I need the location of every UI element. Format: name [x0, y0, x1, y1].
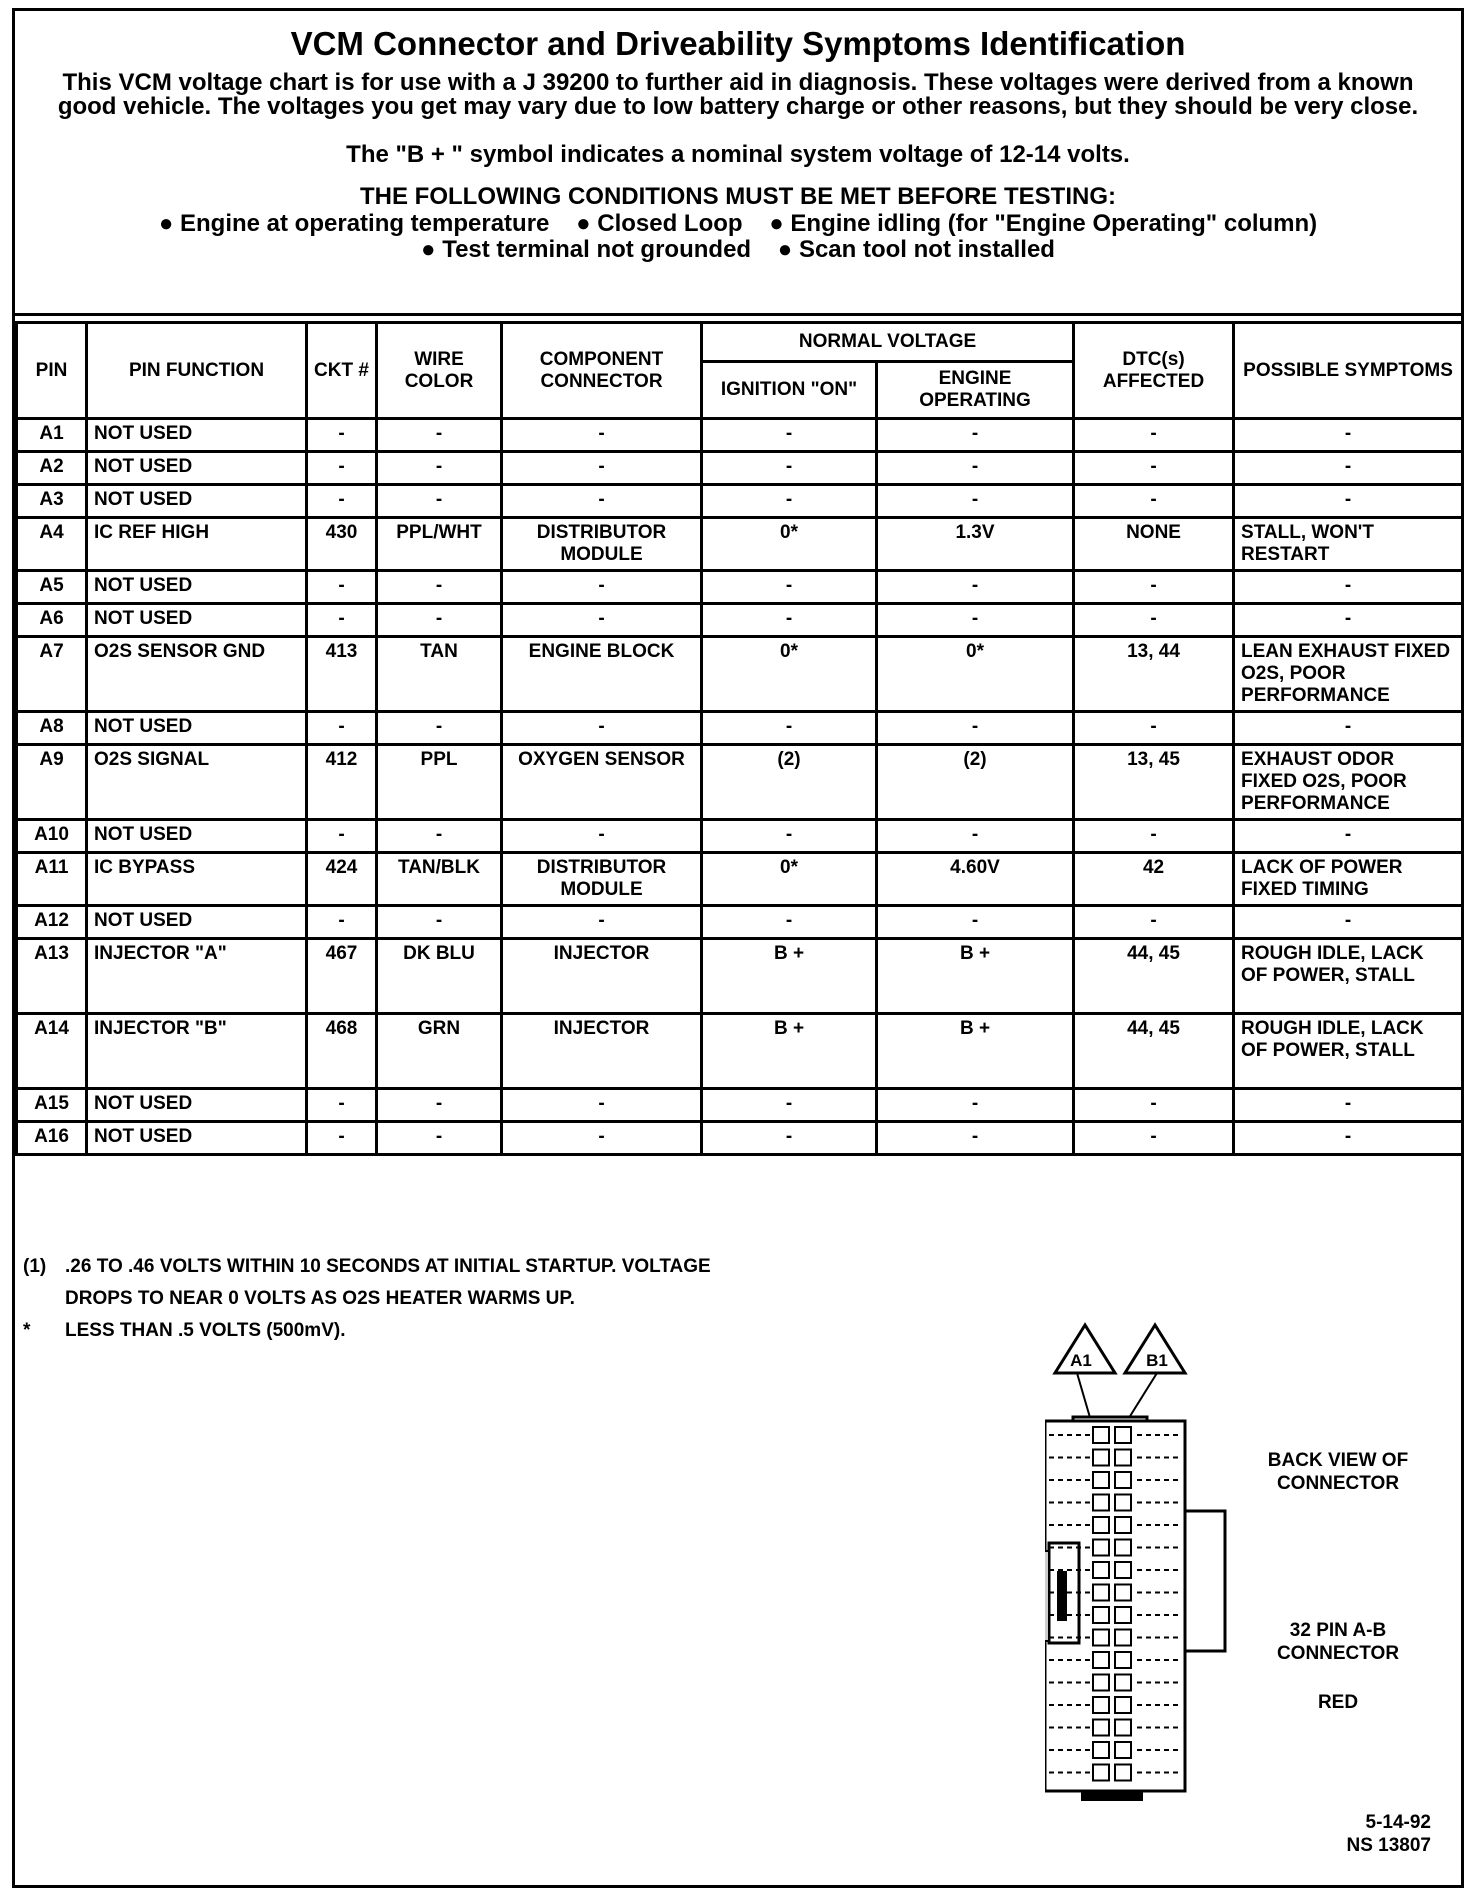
connector-foot: [1081, 1791, 1143, 1801]
engine-cell: -: [877, 571, 1074, 604]
wire-cell: -: [377, 712, 502, 745]
ckt-cell: -: [307, 604, 377, 637]
ckt-cell: -: [307, 712, 377, 745]
wire-cell: -: [377, 419, 502, 452]
engine-cell: -: [877, 1089, 1074, 1122]
ckt-cell: -: [307, 419, 377, 452]
color-label: RED: [1317, 1692, 1359, 1713]
wire-cell: -: [377, 1089, 502, 1122]
table-row: [17, 571, 1463, 604]
intro-text: This VCM voltage chart is for use with a J 39200 to further aid in diagnosis. These voltages were derived from a known good vehicle. The voltages you get may vary due to low battery charge or other reasons, but they should be very close.: [57, 69, 1419, 120]
pin-cell: A7: [17, 637, 87, 712]
engine-cell: (2): [877, 745, 1074, 820]
ignition-cell: -: [702, 820, 877, 853]
ignition-cell: 0*: [702, 853, 877, 906]
pin-cell: A8: [17, 712, 87, 745]
dtc-cell: -: [1074, 1122, 1234, 1155]
component-cell: -: [502, 1089, 702, 1122]
ckt-cell: -: [307, 452, 377, 485]
ckt-cell: 412: [307, 745, 377, 820]
conditions-title: THE FOLLOWING CONDITIONS MUST BE MET BEFORE TESTING:: [360, 183, 1116, 210]
table-body: [17, 419, 1463, 1155]
wire-cell: -: [377, 571, 502, 604]
connector-pin: [1115, 1450, 1131, 1466]
engine-cell: -: [877, 419, 1074, 452]
connector-diagram: [1045, 1321, 1465, 1801]
connector-pin: [1115, 1675, 1131, 1691]
function-cell: IC BYPASS: [87, 853, 307, 906]
dtc-cell: -: [1074, 820, 1234, 853]
condition-item: ● Test terminal not grounded: [421, 236, 752, 263]
symptoms-cell: STALL, WON'T RESTART: [1234, 518, 1463, 571]
component-cell: -: [502, 571, 702, 604]
symptoms-cell: -: [1234, 485, 1463, 518]
function-cell: NOT USED: [87, 1089, 307, 1122]
wire-cell: PPL/WHT: [377, 518, 502, 571]
pin-cell: A14: [17, 1014, 87, 1089]
dtc-cell: 42: [1074, 853, 1234, 906]
function-cell: NOT USED: [87, 820, 307, 853]
dtc-cell: NONE: [1074, 518, 1234, 571]
connector-pin: [1115, 1697, 1131, 1713]
ckt-cell: -: [307, 906, 377, 939]
ckt-cell: 413: [307, 637, 377, 712]
pin-cell: A9: [17, 745, 87, 820]
condition-item: ● Engine at operating temperature: [158, 210, 550, 237]
function-cell: INJECTOR "B": [87, 1014, 307, 1089]
header-wire-color: WIRE COLOR: [377, 323, 502, 419]
header-pin-function: PIN FUNCTION: [87, 323, 307, 419]
page-frame: [12, 8, 1464, 1888]
engine-cell: -: [877, 485, 1074, 518]
connector-pin: [1093, 1720, 1109, 1736]
dtc-cell: -: [1074, 906, 1234, 939]
connector-pin: [1115, 1720, 1131, 1736]
page-title: VCM Connector and Driveability Symptoms Identification: [290, 25, 1186, 62]
wire-cell: DK BLU: [377, 939, 502, 1014]
component-cell: -: [502, 712, 702, 745]
dtc-cell: -: [1074, 419, 1234, 452]
ckt-cell: -: [307, 571, 377, 604]
wire-cell: PPL: [377, 745, 502, 820]
component-cell: -: [502, 419, 702, 452]
function-cell: NOT USED: [87, 419, 307, 452]
symptoms-cell: -: [1234, 712, 1463, 745]
pin-cell: A3: [17, 485, 87, 518]
ckt-cell: 430: [307, 518, 377, 571]
condition-item: ● Closed Loop: [576, 210, 743, 237]
connector-pin: [1115, 1765, 1131, 1781]
symptoms-cell: EXHAUST ODOR FIXED O2S, POOR PERFORMANCE: [1234, 745, 1463, 820]
ignition-cell: -: [702, 1089, 877, 1122]
ckt-cell: 424: [307, 853, 377, 906]
function-cell: INJECTOR "A": [87, 939, 307, 1014]
ckt-cell: -: [307, 820, 377, 853]
function-cell: NOT USED: [87, 604, 307, 637]
table-row: [17, 906, 1463, 939]
ignition-cell: -: [702, 604, 877, 637]
pin-cell: A13: [17, 939, 87, 1014]
wire-cell: TAN/BLK: [377, 853, 502, 906]
a1-label: A1: [1070, 1351, 1092, 1370]
header-component-connector: COMPONENT CONNECTOR: [502, 323, 702, 419]
pin-cell: A4: [17, 518, 87, 571]
engine-cell: 4.60V: [877, 853, 1074, 906]
component-cell: DISTRIBUTOR MODULE: [502, 518, 702, 571]
table-row: [17, 712, 1463, 745]
wire-cell: -: [377, 452, 502, 485]
symptoms-cell: ROUGH IDLE, LACK OF POWER, STALL: [1234, 1014, 1463, 1089]
connector-pin: [1115, 1540, 1131, 1556]
wire-cell: -: [377, 604, 502, 637]
ignition-cell: -: [702, 1122, 877, 1155]
symptoms-cell: -: [1234, 419, 1463, 452]
header-pin: PIN: [17, 323, 87, 419]
connector-latch: [1185, 1511, 1225, 1651]
pin-cell: A5: [17, 571, 87, 604]
table-row: [17, 1122, 1463, 1155]
component-cell: ENGINE BLOCK: [502, 637, 702, 712]
back-view-label: BACK VIEW OF CONNECTOR: [1267, 1450, 1409, 1494]
function-cell: O2S SIGNAL: [87, 745, 307, 820]
function-cell: NOT USED: [87, 571, 307, 604]
header-normal-voltage: NORMAL VOLTAGE: [702, 323, 1074, 362]
table-row: [17, 1014, 1463, 1089]
table-row: [17, 452, 1463, 485]
wire-cell: -: [377, 906, 502, 939]
component-cell: INJECTOR: [502, 1014, 702, 1089]
b1-pointer: [1127, 1373, 1157, 1421]
header-engine-operating: ENGINE OPERATING: [877, 362, 1074, 419]
dtc-cell: -: [1074, 485, 1234, 518]
engine-cell: B +: [877, 939, 1074, 1014]
component-cell: -: [502, 1122, 702, 1155]
symptoms-cell: LEAN EXHAUST FIXED O2S, POOR PERFORMANCE: [1234, 637, 1463, 712]
connector-pin: [1093, 1562, 1109, 1578]
symptoms-cell: -: [1234, 1122, 1463, 1155]
connector-pin: [1093, 1697, 1109, 1713]
b1-label: B1: [1146, 1351, 1168, 1370]
engine-cell: 1.3V: [877, 518, 1074, 571]
wire-cell: -: [377, 485, 502, 518]
dtc-cell: 44, 45: [1074, 939, 1234, 1014]
footnote-1: (1) .26 TO .46 VOLTS WITHIN 10 SECONDS AT INITIAL STARTUP. VOLTAGE: [23, 1256, 711, 1277]
wire-cell: -: [377, 1122, 502, 1155]
connector-pin: [1115, 1495, 1131, 1511]
dtc-cell: -: [1074, 604, 1234, 637]
symptoms-cell: -: [1234, 820, 1463, 853]
connector-pin: [1115, 1607, 1131, 1623]
connector-pin: [1093, 1652, 1109, 1668]
ignition-cell: -: [702, 712, 877, 745]
engine-cell: -: [877, 820, 1074, 853]
engine-cell: -: [877, 906, 1074, 939]
connector-pin: [1115, 1427, 1131, 1443]
connector-pin: [1093, 1742, 1109, 1758]
ckt-cell: -: [307, 1122, 377, 1155]
pin-cell: A15: [17, 1089, 87, 1122]
table-row: [17, 820, 1463, 853]
connector-pin: [1115, 1652, 1131, 1668]
connector-pin: [1093, 1495, 1109, 1511]
header-ignition-on: IGNITION "ON": [702, 362, 877, 419]
ckt-cell: 467: [307, 939, 377, 1014]
connector-pin: [1093, 1585, 1109, 1601]
symptoms-cell: -: [1234, 452, 1463, 485]
ignition-cell: -: [702, 571, 877, 604]
function-cell: O2S SENSOR GND: [87, 637, 307, 712]
bplus-note: The "B + " symbol indicates a nominal system voltage of 12-14 volts.: [346, 141, 1130, 168]
ckt-cell: 468: [307, 1014, 377, 1089]
table-row: [17, 419, 1463, 452]
connector-drawing: [1045, 1321, 1465, 1801]
engine-cell: 0*: [877, 637, 1074, 712]
component-cell: -: [502, 485, 702, 518]
ignition-cell: B +: [702, 939, 877, 1014]
component-cell: -: [502, 820, 702, 853]
voltage-table: [15, 321, 1464, 1156]
component-cell: -: [502, 906, 702, 939]
dtc-cell: 13, 45: [1074, 745, 1234, 820]
ckt-cell: -: [307, 485, 377, 518]
ignition-cell: (2): [702, 745, 877, 820]
connector-pin: [1115, 1585, 1131, 1601]
dtc-cell: -: [1074, 1089, 1234, 1122]
component-cell: INJECTOR: [502, 939, 702, 1014]
dtc-cell: 13, 44: [1074, 637, 1234, 712]
table-row: [17, 745, 1463, 820]
symptoms-cell: -: [1234, 604, 1463, 637]
engine-cell: -: [877, 604, 1074, 637]
condition-item: ● Scan tool not installed: [777, 236, 1055, 263]
connector-pin: [1093, 1675, 1109, 1691]
table-row: [17, 485, 1463, 518]
stamp-ref: NS 13807: [1346, 1835, 1431, 1856]
connector-pin: [1093, 1450, 1109, 1466]
ignition-cell: 0*: [702, 637, 877, 712]
ignition-cell: -: [702, 485, 877, 518]
function-cell: IC REF HIGH: [87, 518, 307, 571]
connector-pin: [1115, 1562, 1131, 1578]
pin-cell: A12: [17, 906, 87, 939]
connector-type-label: 32 PIN A-B CONNECTOR: [1276, 1620, 1400, 1664]
header-symptoms: POSSIBLE SYMPTOMS: [1234, 323, 1463, 419]
function-cell: NOT USED: [87, 906, 307, 939]
component-cell: DISTRIBUTOR MODULE: [502, 853, 702, 906]
function-cell: NOT USED: [87, 485, 307, 518]
dtc-cell: -: [1074, 571, 1234, 604]
symptoms-cell: -: [1234, 1089, 1463, 1122]
component-cell: OXYGEN SENSOR: [502, 745, 702, 820]
connector-lock-tab: [1045, 1551, 1049, 1641]
header: [15, 11, 1461, 316]
table-row: [17, 604, 1463, 637]
table-row: [17, 1089, 1463, 1122]
header-dtcs: DTC(s) AFFECTED: [1074, 323, 1234, 419]
ignition-cell: -: [702, 419, 877, 452]
pin-cell: A2: [17, 452, 87, 485]
ignition-cell: -: [702, 452, 877, 485]
symptoms-cell: ROUGH IDLE, LACK OF POWER, STALL: [1234, 939, 1463, 1014]
engine-cell: -: [877, 712, 1074, 745]
table-row: [17, 853, 1463, 906]
pin-cell: A6: [17, 604, 87, 637]
connector-pin: [1115, 1472, 1131, 1488]
ignition-cell: B +: [702, 1014, 877, 1089]
component-cell: -: [502, 604, 702, 637]
wire-cell: -: [377, 820, 502, 853]
footnotes: [23, 1251, 711, 1347]
ignition-cell: 0*: [702, 518, 877, 571]
connector-pin: [1093, 1765, 1109, 1781]
wire-cell: TAN: [377, 637, 502, 712]
dtc-cell: -: [1074, 452, 1234, 485]
conditions-line-2: [15, 237, 1461, 263]
table-row: [17, 637, 1463, 712]
connector-pin: [1093, 1427, 1109, 1443]
table-row: [17, 518, 1463, 571]
engine-cell: B +: [877, 1014, 1074, 1089]
document-stamp: [1346, 1811, 1431, 1857]
condition-item: ● Engine idling (for "Engine Operating" column): [769, 210, 1318, 237]
function-cell: NOT USED: [87, 1122, 307, 1155]
symptoms-cell: -: [1234, 571, 1463, 604]
connector-pin: [1093, 1630, 1109, 1646]
component-cell: -: [502, 452, 702, 485]
dtc-cell: 44, 45: [1074, 1014, 1234, 1089]
a1-pointer: [1077, 1373, 1091, 1421]
pin-cell: A10: [17, 820, 87, 853]
conditions-line-1: [15, 211, 1461, 237]
table-row: [17, 939, 1463, 1014]
stamp-date: 5-14-92: [1365, 1812, 1431, 1833]
header-ckt: CKT #: [307, 323, 377, 419]
engine-cell: -: [877, 1122, 1074, 1155]
engine-cell: -: [877, 452, 1074, 485]
symptoms-cell: -: [1234, 906, 1463, 939]
connector-pin: [1093, 1607, 1109, 1623]
function-cell: NOT USED: [87, 712, 307, 745]
pin-cell: A11: [17, 853, 87, 906]
function-cell: NOT USED: [87, 452, 307, 485]
connector-pin: [1093, 1540, 1109, 1556]
connector-pin: [1115, 1742, 1131, 1758]
wire-cell: GRN: [377, 1014, 502, 1089]
connector-pin: [1115, 1517, 1131, 1533]
connector-pin: [1093, 1472, 1109, 1488]
ignition-cell: -: [702, 906, 877, 939]
connector-pin: [1115, 1630, 1131, 1646]
symptoms-cell: LACK OF POWER FIXED TIMING: [1234, 853, 1463, 906]
pin-cell: A1: [17, 419, 87, 452]
connector-pin: [1093, 1517, 1109, 1533]
dtc-cell: -: [1074, 712, 1234, 745]
footnote-1-continued: DROPS TO NEAR 0 VOLTS AS O2S HEATER WARMS UP.: [65, 1288, 575, 1309]
footnote-2: * LESS THAN .5 VOLTS (500mV).: [23, 1320, 346, 1341]
ckt-cell: -: [307, 1089, 377, 1122]
pin-cell: A16: [17, 1122, 87, 1155]
